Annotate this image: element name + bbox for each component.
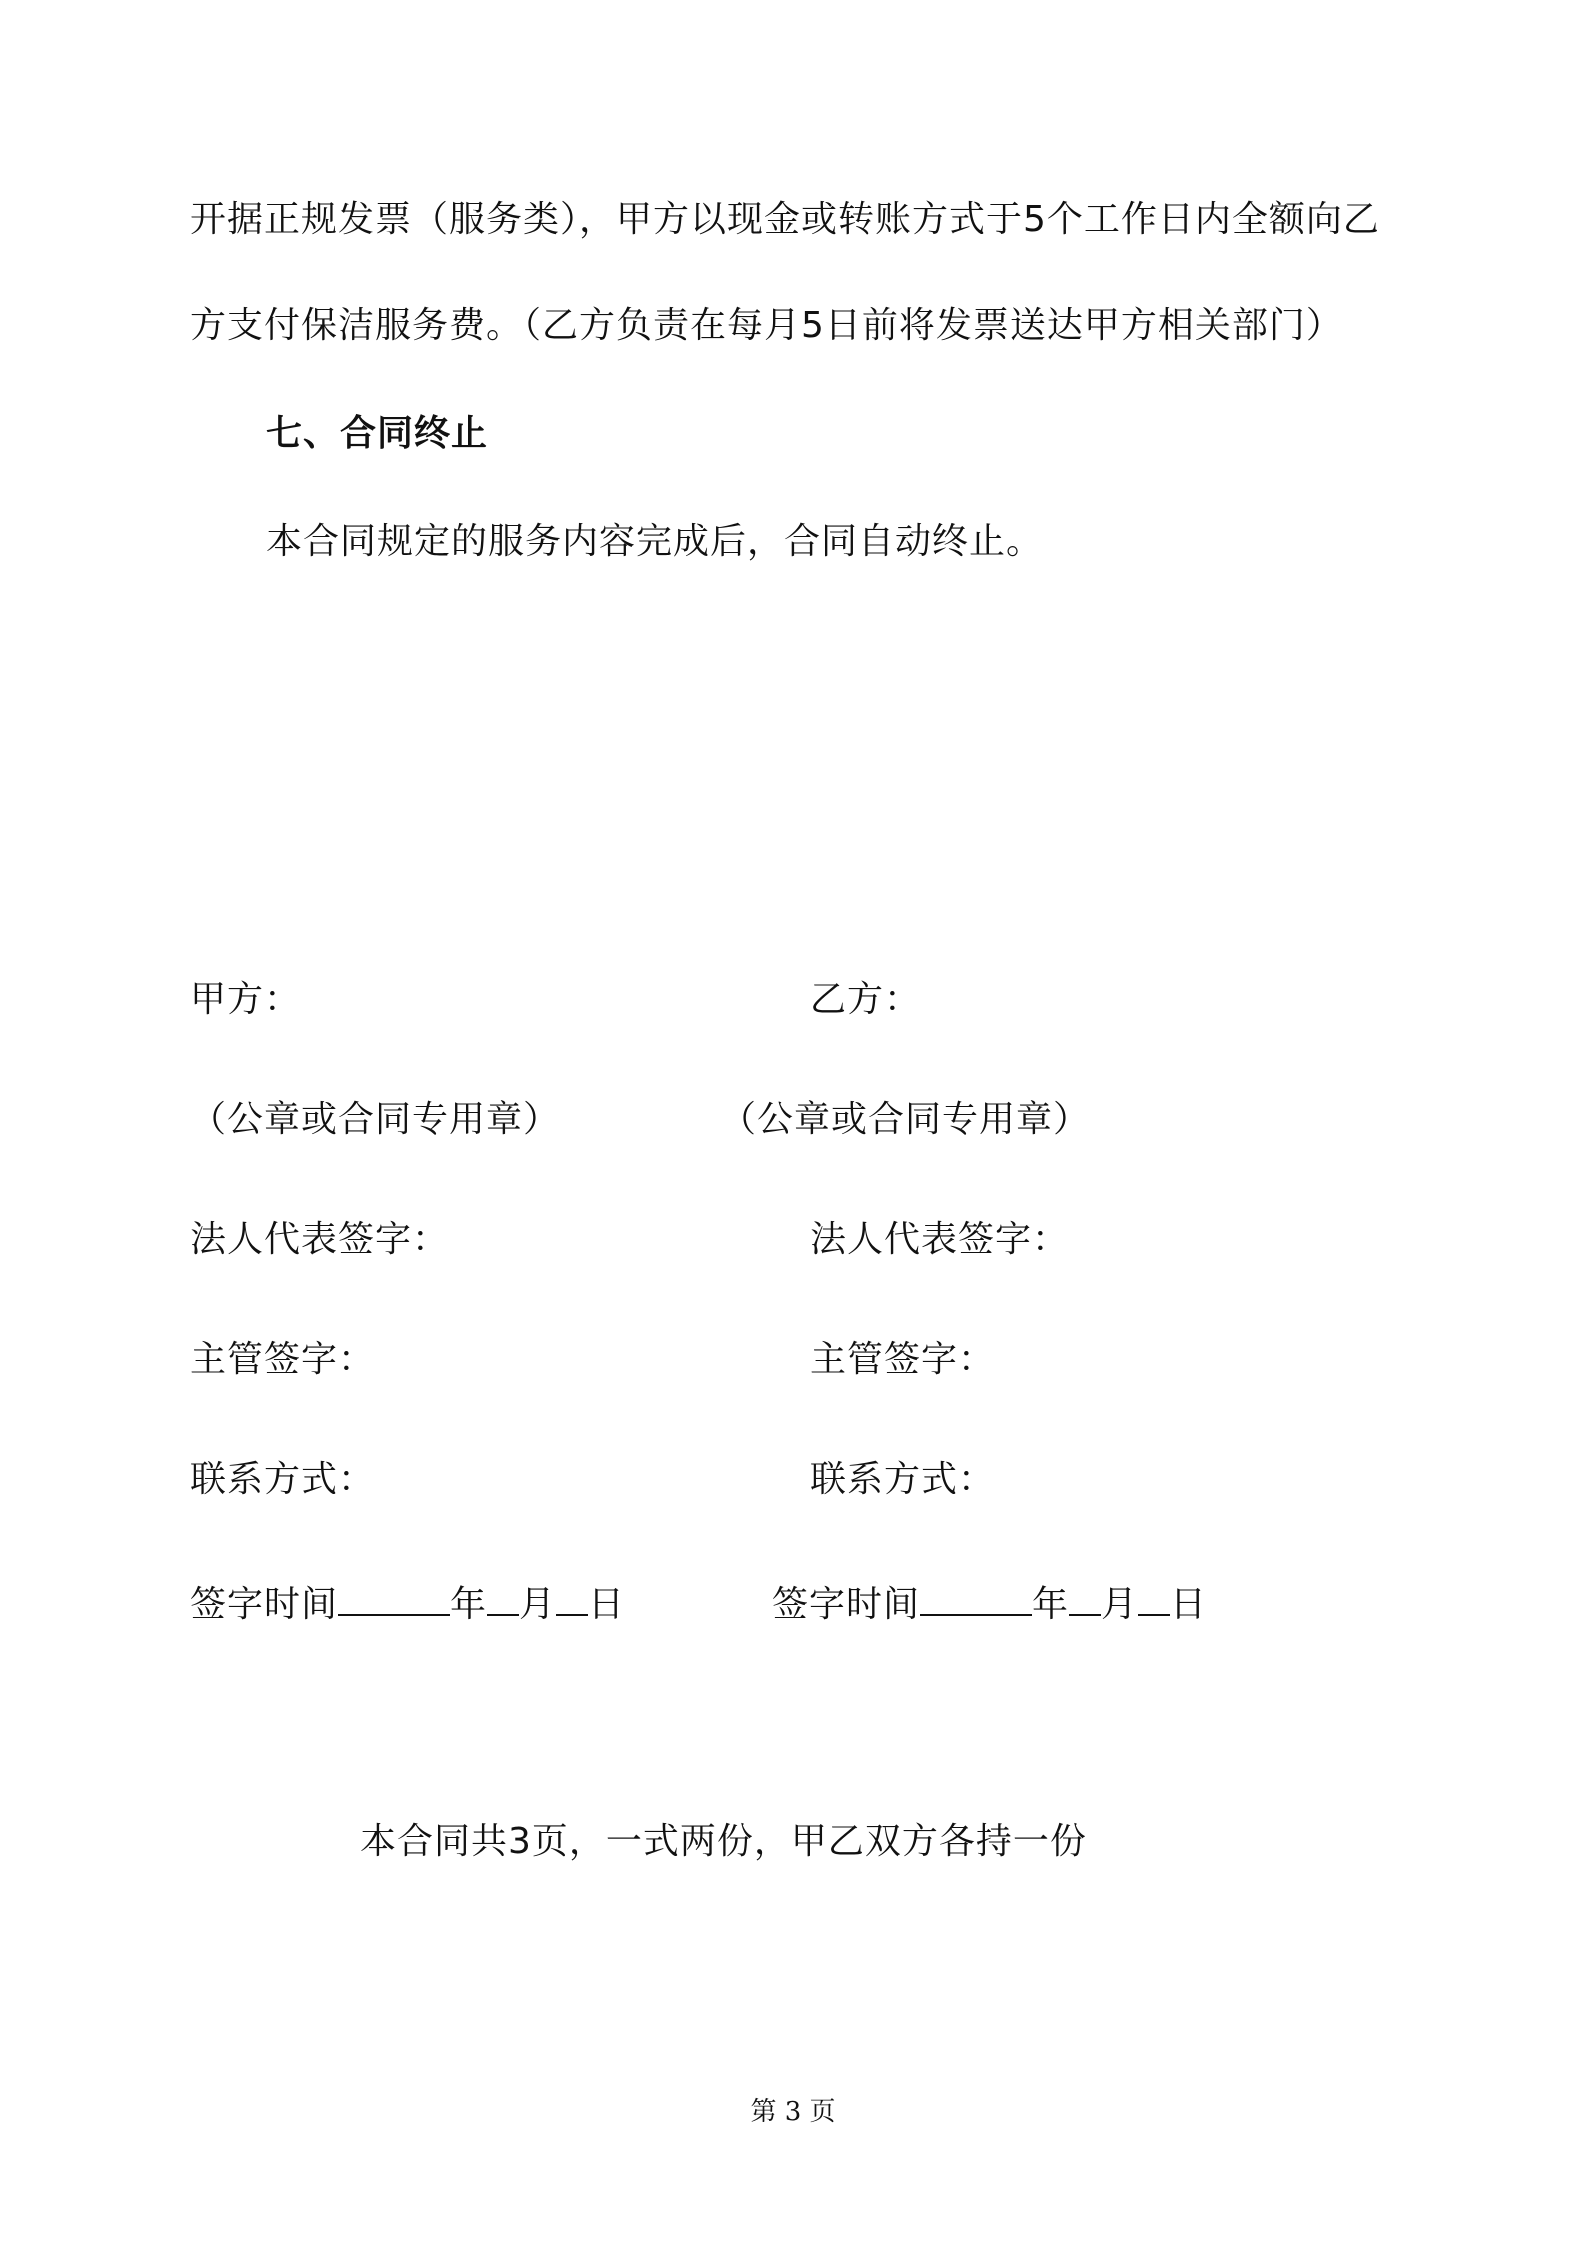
date-label: 签字时间 [772, 1584, 921, 1625]
date-label: 签字时间 [190, 1584, 339, 1625]
month-blank[interactable] [487, 1578, 519, 1616]
year-blank[interactable] [920, 1578, 1032, 1616]
section-heading: 七、合同终止 [266, 413, 489, 454]
year-label: 年 [450, 1584, 488, 1625]
paragraph-line: 开据正规发票（服务类），甲方以现金或转账方式于5个工作日内全额向乙 [190, 199, 1380, 240]
month-label: 月 [519, 1584, 557, 1625]
party-a-legal-rep-label: 法人代表签字： [190, 1219, 450, 1260]
year-label: 年 [1032, 1584, 1070, 1625]
closing-note: 本合同共3页，一式两份，甲乙双方各持一份 [360, 1821, 1087, 1862]
party-b-date-line [772, 1578, 1207, 1629]
page-number: 第 3 页 [750, 2097, 836, 2127]
year-blank[interactable] [338, 1578, 450, 1616]
party-b-supervisor-label: 主管签字： [810, 1339, 996, 1380]
month-label: 月 [1101, 1584, 1139, 1625]
day-label: 日 [588, 1584, 626, 1625]
party-a-date-line [190, 1578, 625, 1629]
party-b-legal-rep-label: 法人代表签字： [810, 1219, 1070, 1260]
party-b-seal-label: （公章或合同专用章） [720, 1099, 1091, 1140]
section-text: 本合同规定的服务内容完成后，合同自动终止。 [266, 521, 1044, 562]
party-b-contact-label: 联系方式： [810, 1459, 996, 1500]
month-blank[interactable] [1069, 1578, 1101, 1616]
day-blank[interactable] [556, 1578, 588, 1616]
party-b-label: 乙方： [810, 979, 922, 1020]
day-blank[interactable] [1138, 1578, 1170, 1616]
party-a-contact-label: 联系方式： [190, 1459, 376, 1500]
paragraph-line: 方支付保洁服务费。（乙方负责在每月5日前将发票送达甲方相关部门） [190, 305, 1343, 346]
day-label: 日 [1170, 1584, 1208, 1625]
party-a-seal-label: （公章或合同专用章） [190, 1099, 561, 1140]
party-a-supervisor-label: 主管签字： [190, 1339, 376, 1380]
party-a-label: 甲方： [190, 979, 302, 1020]
